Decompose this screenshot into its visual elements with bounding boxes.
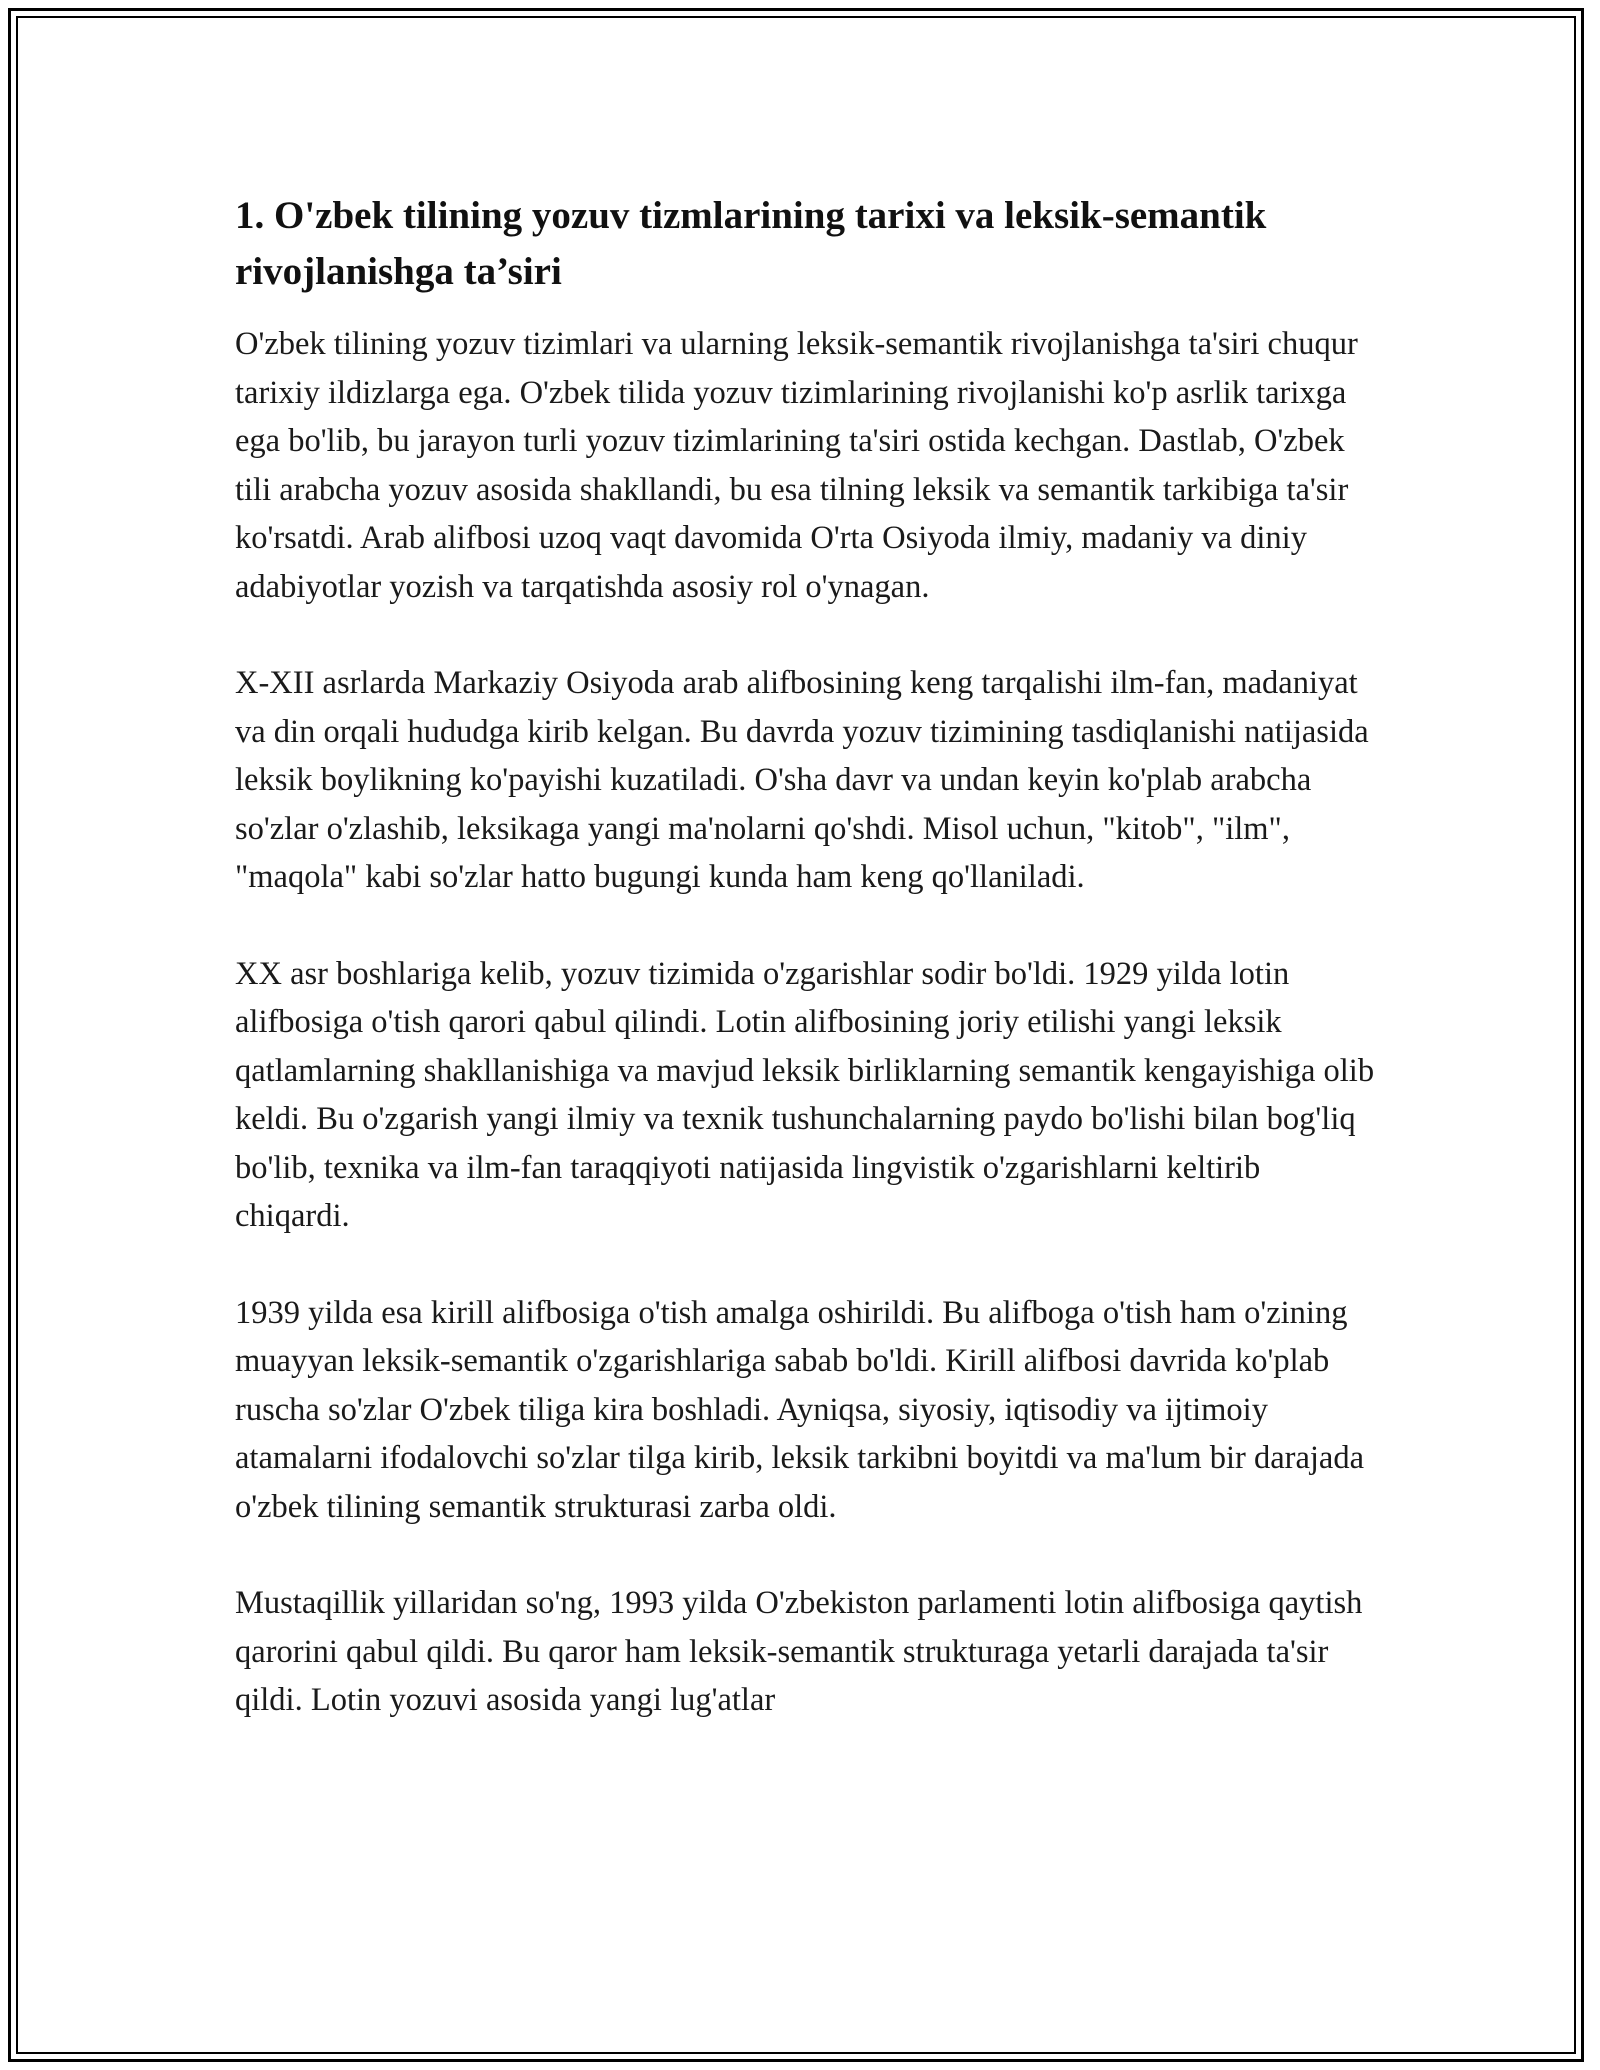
paragraph-3: XX asr boshlariga kelib, yozuv tizimida o'zgarishlar sodir bo'ldi. 1929 yilda lotin alifbosiga o'tish qarori qabul qilindi. Lotin alifbosining joriy etilishi yangi leksik qatlamlarning shakllanishiga va mavjud leksik birliklarning semantik kengayishiga olib keldi. Bu o'zgarish yangi ilmiy va texnik tushunchalarning paydo bo'lishi bilan bog'liq bo'lib, texnika va ilm-fan taraqqiyoti natijasida lingvistik o'zgarishlarni keltirib chiqardi. — [235, 955, 1375, 1234]
document-body — [235, 188, 1375, 1773]
paragraph-2: X-XII asrlarda Markaziy Osiyoda arab alifbosining keng tarqalishi ilm-fan, madaniyat va din orqali hududga kirib kelgan. Bu davrda yozuv tizimining tasdiqlanishi natijasida leksik boylikning ko'payishi kuzatiladi. O'sha davr va undan keyin ko'plab arabcha so'zlar o'zlashib, leksikaga yangi ma'nolarni qo'shdi. Misol uchun, "kitob", "ilm", "maqola" kabi so'zlar hatto bugungi kunda ham keng qo'llaniladi. — [235, 665, 1369, 895]
paragraph-1: O'zbek tilining yozuv tizimlari va ularning leksik-semantik rivojlanishga ta'siri chuqur tarixiy ildizlarga ega. O'zbek tilida yozuv tizimlarining rivojlanishi ko'p asrlik tarixga ega bo'lib, bu jarayon turli yozuv tizimlarining ta'siri ostida kechgan. Dastlab, O'zbek tili arabcha yozuv asosida shakllandi, bu esa tilning leksik va semantik tarkibiga ta'sir ko'rsatdi. Arab alifbosi uzoq vaqt davomida O'rta Osiyoda ilmiy, madaniy va diniy adabiyotlar yozish va tarqatishda asosiy rol o'ynagan. — [235, 326, 1358, 605]
paragraph-5: Mustaqillik yillaridan so'ng, 1993 yilda O'zbekiston parlamenti lotin alifbosiga qaytish qarorini qabul qildi. Bu qaror ham leksik-semantik strukturaga yetarli darajada ta'sir qildi. Lotin yozuvi asosida yangi lug'atlar — [235, 1585, 1363, 1718]
paragraph-4: 1939 yilda esa kirill alifbosiga o'tish amalga oshirildi. Bu alifboga o'tish ham o'zining muayyan leksik-semantik o'zgarishlariga sabab bo'ldi. Kirill alifbosi davrida ko'plab ruscha so'zlar O'zbek tiliga kira boshladi. Ayniqsa, siyosiy, iqtisodiy va ijtimoiy atamalarni ifodalovchi so'zlar tilga kirib, leksik tarkibni boyitdi va ma'lum bir darajada o'zbek tilining semantik strukturasi zarba oldi. — [235, 1294, 1365, 1525]
section-heading: 1. O'zbek tilining yozuv tizmlarining tarixi va leksik-semantik rivojlanishga ta’siri — [235, 194, 1267, 293]
